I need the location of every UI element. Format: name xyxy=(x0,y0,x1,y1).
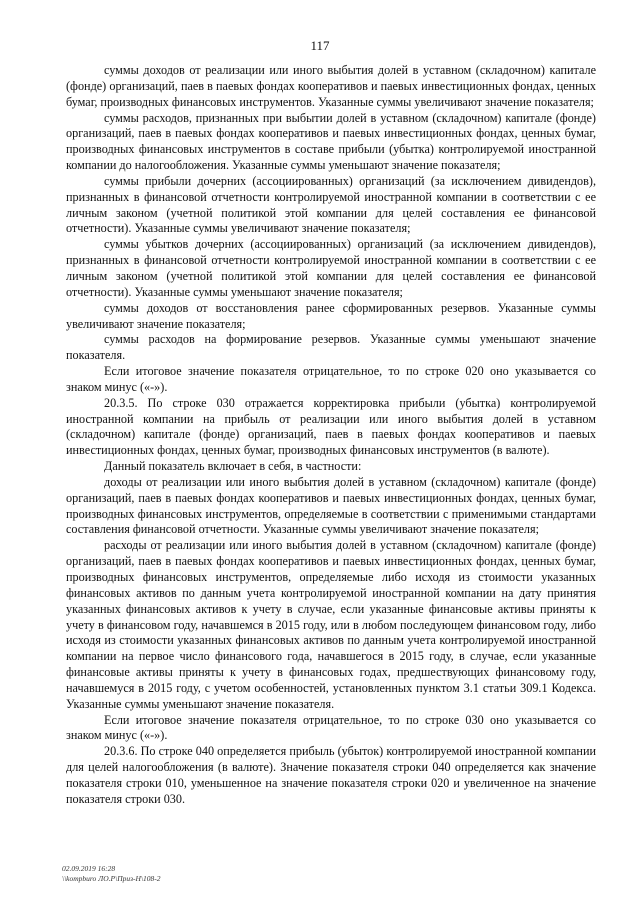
paragraph: суммы убытков дочерних (ассоциированных) организаций (за исключением дивидендов), признанных в финансовой отчетности контролируемой иностранной компании в соответствии с ее личным законом (учетной политикой этой компании для целей составления ее финансовой отчетности). Указанные суммы уменьшают значение показателя; xyxy=(66,237,596,299)
paragraph: Если итоговое значение показателя отрицательное, то по строке 030 оно указывается со знаком минус («-»). xyxy=(66,712,596,743)
paragraph: суммы доходов от реализации или иного выбытия долей в уставном (складочном) капитале (фонде) организаций, паев в паевых фондах кооперативов и паевых инвестиционных фондах, ценных бумаг, производных финансовых инструментов. Указанные суммы увеличивают значение показателя; xyxy=(66,63,596,109)
footer-stamp xyxy=(62,864,161,884)
paragraph: суммы расходов на формирование резервов. Указанные суммы уменьшают значение показателя. xyxy=(66,332,596,363)
paragraph: Если итоговое значение показателя отрицательное, то по строке 020 оно указывается со знаком минус («-»). xyxy=(66,364,596,394)
paragraph: 20.3.5. По строке 030 отражается корректировка прибыли (убытка) контролируемой иностранной компании на прибыль от реализации или иного выбытия долей в уставном (складочном) капитале (фонде) организаций, паев в паевых фондах кооперативов и паевых инвестиционных фондах, ценных бумаг, производных финансовых инструментов (в валюте). xyxy=(66,395,596,458)
paragraph: расходы от реализации или иного выбытия долей в уставном (складочном) капитале (фонде) организаций, паев в паевых фондах кооперативов и паевых инвестиционных фондах, ценных бумаг, производных финансовых инструментов, определяемые либо исходя из стоимости указанных финансовых активов по данным учета контролируемой иностранной компании на дату принятия указанных финансовых активов к учету в случае, если указанные финансовые активы приняты к учету в финансовом году, начавшемся в 2015 году, или в любом последующем финансовом году, либо исходя из стоимости указанных финансовых активов по данным учета контролируемой иностранной компании на первое число финансового года, начавшегося в 2015 году, в случае, если указанные финансовые активы приняты к учету в финансовых годах, предшествующих финансовому году, начавшемуся в 2015 году, с учетом особенностей, установленных пунктом 3.1 статьи 309.1 Кодекса. Указанные суммы уменьшают значение показателя. xyxy=(66,538,596,711)
document-body xyxy=(66,63,596,808)
paragraph: доходы от реализации или иного выбытия долей в уставном (складочном) капитале (фонде) организаций, паев в паевых фондах кооперативов и паевых инвестиционных фондах, ценных бумаг, производных финансовых инструментов, определяемые в соответствии с применимыми стандартами составления финансовой отчетности. Указанные суммы увеличивают значение показателя; xyxy=(66,474,596,537)
footer-timestamp: 02.09.2019 16:28 xyxy=(62,864,116,873)
paragraph: суммы прибыли дочерних (ассоциированных) организаций (за исключением дивидендов), признанных в финансовой отчетности контролируемой иностранной компании в соответствии с ее личным законом (учетной политикой этой компании для целей составления ее финансовой отчетности). Указанные суммы увеличивают значение показателя; xyxy=(66,173,596,236)
paragraph: 20.3.6. По строке 040 определяется прибыль (убыток) контролируемой иностранной компании для целей налогообложения (в валюте). Значение показателя строки 040 определяется как значение показателя строки 010, уменьшенное на значение показателя строки 020 и увеличенное на значение показателя строки 030. xyxy=(66,744,596,806)
paragraph: суммы расходов, признанных при выбытии долей в уставном (складочном) капитале (фонде) организаций, паев в паевых фондах кооперативов и паевых инвестиционных фондах, ценных бумаг, производных финансовых инструментов в составе прибыли (убытка) контролируемой иностранной компании до налогообложения. Указанные суммы уменьшают значение показателя; xyxy=(66,110,596,173)
paragraph: Данный показатель включает в себя, в частности: xyxy=(104,459,362,474)
page-number: 117 xyxy=(310,38,330,53)
paragraph: суммы доходов от восстановления ранее сформированных резервов. Указанные суммы увеличивают значение показателя; xyxy=(66,300,596,331)
footer-file-path: \\kompburo ЛО.Р\Приз-Н\108-2 xyxy=(62,874,161,883)
